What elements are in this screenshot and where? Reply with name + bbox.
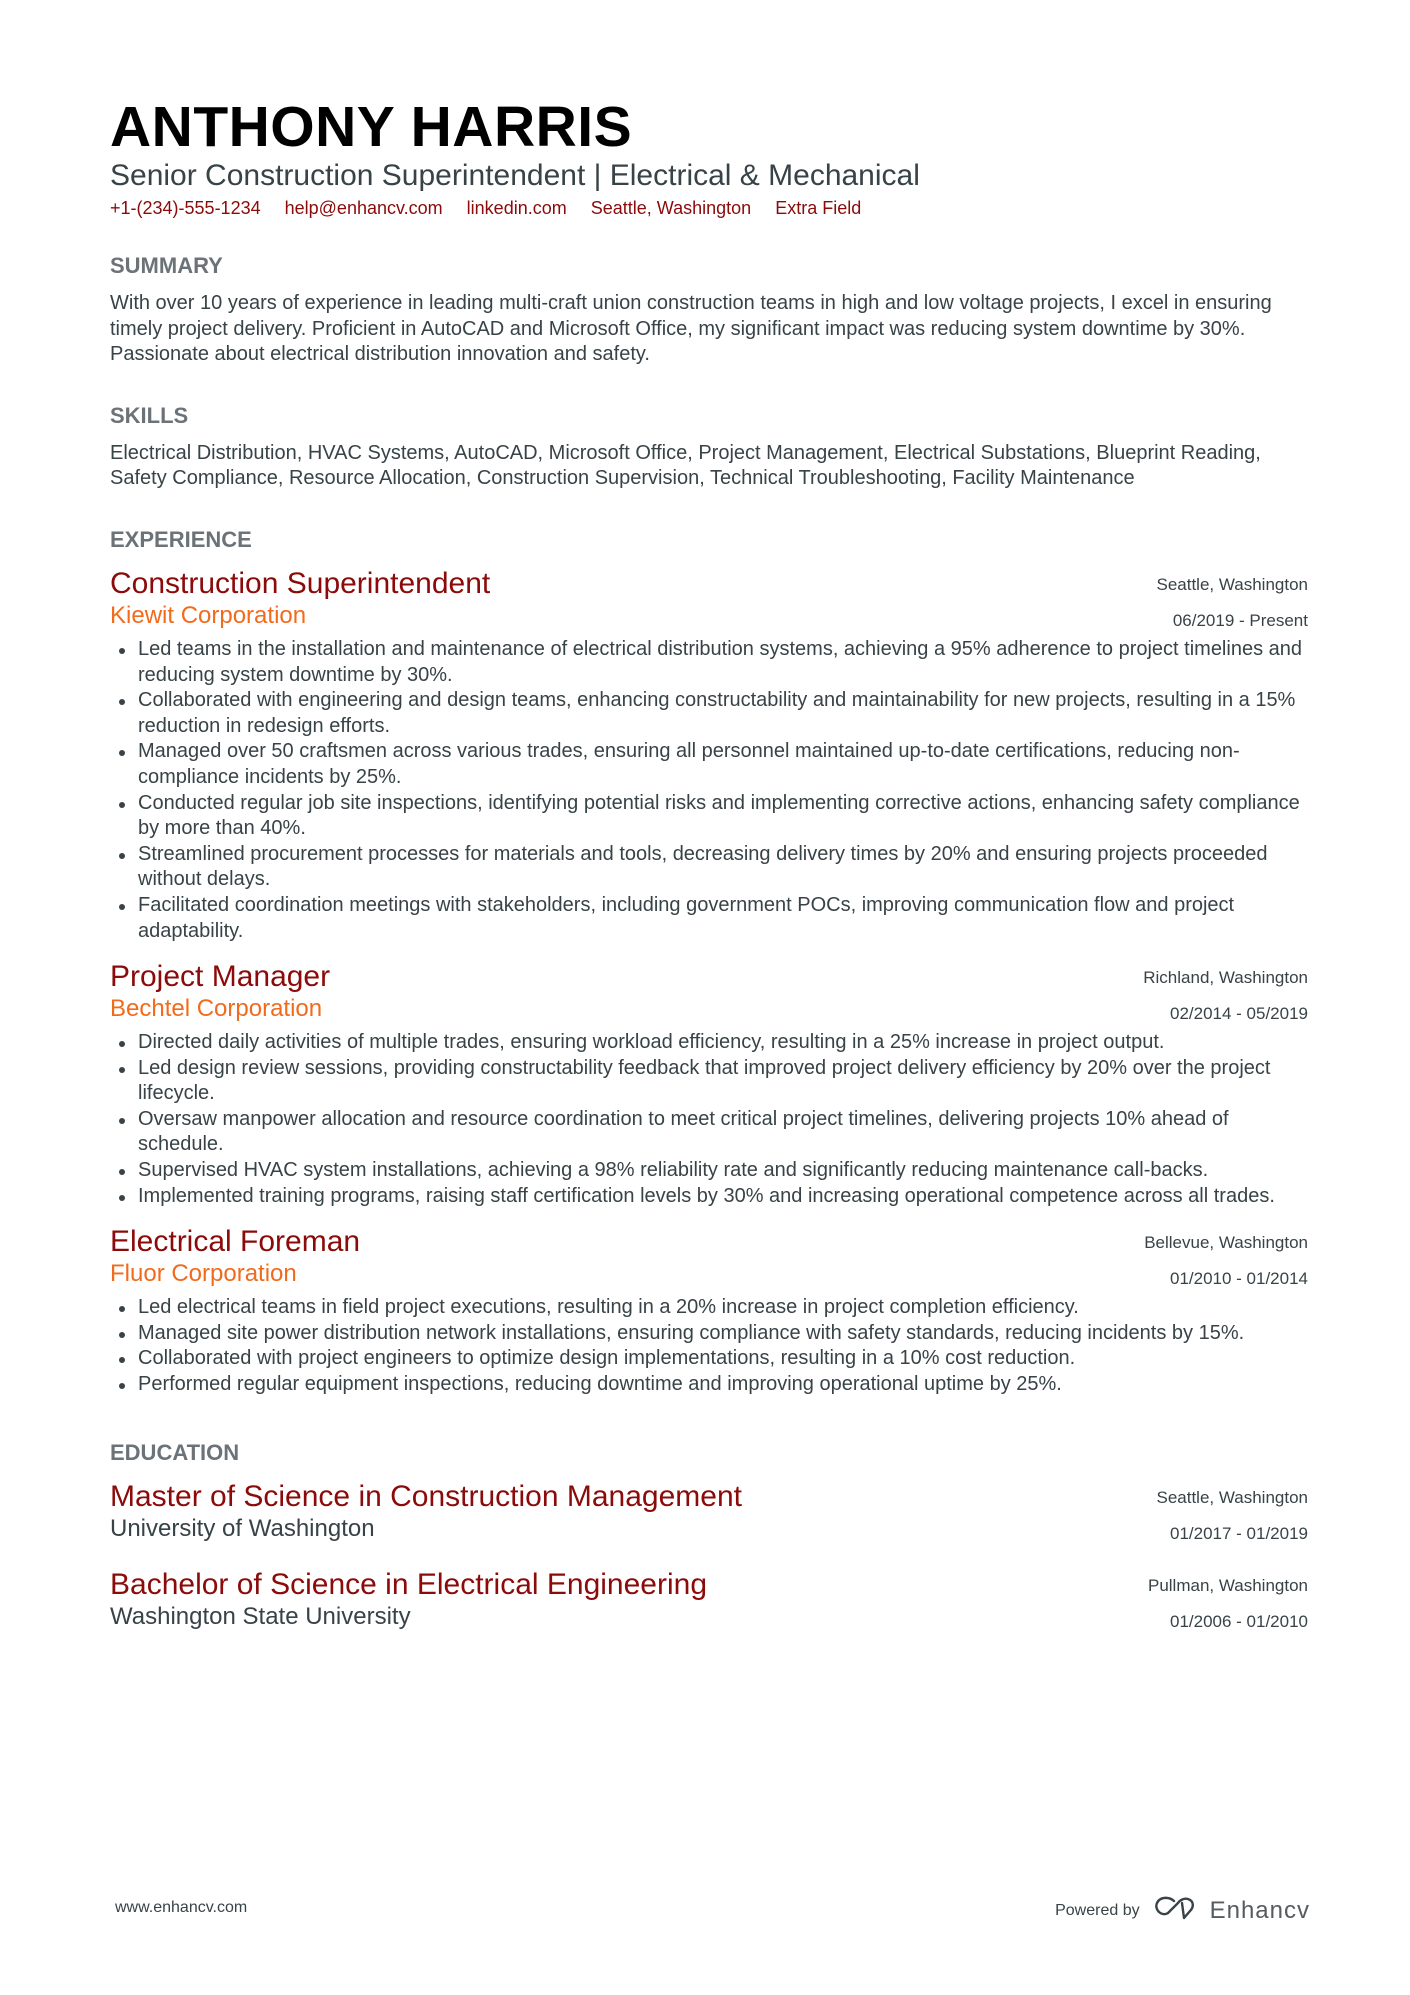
phone-link[interactable]: +1-(234)-555-1234 — [110, 198, 261, 218]
education-entry — [110, 1480, 1308, 1544]
entry-meta — [1143, 960, 1308, 1032]
entry-meta — [1156, 567, 1308, 639]
powered-by — [1055, 1895, 1310, 1926]
job-location: Bellevue, Washington — [1144, 1233, 1308, 1253]
job-dates: 06/2019 - Present — [1172, 610, 1308, 630]
enhancv-logo[interactable] — [1154, 1895, 1310, 1926]
job-title: Electrical Foreman — [110, 1225, 361, 1259]
degree-title: Master of Science in Construction Management — [110, 1479, 742, 1513]
bullet-item: Collaborated with engineering and design teams, enhancing constructability and maintainability for new projects, resulting in a 15% reduction in redesign efforts. — [110, 688, 1308, 739]
experience-entry — [110, 960, 1308, 1209]
bullet-item: Collaborated with project engineers to optimize design implementations, resulting in a 10% cost reduction. — [110, 1346, 1308, 1372]
skills-section — [110, 403, 1308, 492]
location-text: Seattle, Washington — [590, 198, 752, 218]
bullet-item: Led design review sessions, providing constructability feedback that improved project delivery efficiency by 20% over the project lifecycle. — [110, 1056, 1308, 1107]
linkedin-link[interactable]: linkedin.com — [466, 198, 567, 218]
bullet-item: Implemented training programs, raising staff certification levels by 30% and increasing operational competence across all trades. — [110, 1184, 1308, 1210]
school-name: University of Washington — [110, 1514, 375, 1542]
enhancv-brand-text: Enhancv — [1209, 1896, 1310, 1924]
education-section — [110, 1440, 1308, 1632]
candidate-headline: Senior Construction Superintendent | Electrical & Mechanical — [110, 159, 920, 192]
job-bullets — [110, 637, 1308, 944]
resume-header — [110, 96, 1308, 220]
bullet-item: Directed daily activities of multiple trades, ensuring workload efficiency, resulting in a 25% increase in project output. — [110, 1030, 1308, 1056]
bullet-item: Performed regular equipment inspections, reducing downtime and improving operational uptime by 25%. — [110, 1372, 1308, 1398]
job-location: Seattle, Washington — [1156, 574, 1308, 594]
bullet-item: Facilitated coordination meetings with stakeholders, including government POCs, improving communication flow and project adaptability. — [110, 893, 1308, 944]
job-location: Richland, Washington — [1143, 968, 1308, 988]
contact-info — [110, 196, 1308, 220]
entry-meta — [1148, 1568, 1308, 1640]
section-title-summary: SUMMARY — [110, 253, 223, 278]
job-bullets — [110, 1295, 1308, 1397]
bullet-item: Conducted regular job site inspections, identifying potential risks and implementing corrective actions, enhancing safety compliance by more than 40%. — [110, 791, 1308, 842]
resume-page — [110, 96, 1308, 1632]
job-title: Construction Superintendent — [110, 566, 491, 600]
summary-section — [110, 253, 1308, 368]
school-location: Pullman, Washington — [1147, 1575, 1308, 1595]
entry-meta — [1144, 1225, 1308, 1297]
enhancv-logo-icon — [1154, 1895, 1200, 1926]
bullet-item: Managed site power distribution network installations, ensuring compliance with safety standards, reducing incidents by 15%. — [110, 1321, 1308, 1347]
job-dates: 01/2010 - 01/2014 — [1169, 1269, 1308, 1289]
experience-entry — [110, 567, 1308, 944]
page-footer — [115, 1895, 1310, 1925]
company-name: Fluor Corporation — [110, 1260, 297, 1288]
summary-text: With over 10 years of experience in leading multi-craft union construction teams in high and low voltage projects, I excel in ensuring timely project delivery. Proficient in AutoCAD and Microsoft Office, my significant impact was reducing system downtime by 30%. Passionate about electrical distribution innovation and safety. — [110, 292, 1272, 366]
email-link[interactable]: help@enhancv.com — [284, 198, 443, 218]
section-title-experience: EXPERIENCE — [110, 526, 252, 552]
bullet-item: Managed over 50 craftsmen across various trades, ensuring all personnel maintained up-to-date certifications, reducing non-compliance incidents by 25%. — [110, 739, 1308, 790]
degree-title: Bachelor of Science in Electrical Engineering — [110, 1567, 707, 1601]
school-location: Seattle, Washington — [1156, 1487, 1308, 1507]
experience-entry — [110, 1225, 1308, 1397]
website-link[interactable]: www.enhancv.com — [115, 1899, 248, 1916]
company-name: Kiewit Corporation — [110, 601, 307, 629]
skills-text: Electrical Distribution, HVAC Systems, AutoCAD, Microsoft Office, Project Management, Electrical Substations, Blueprint Reading, Safety Compliance, Resource Allocation, Construction Supervision, Technical Troubleshooting, Facility Maintenance — [110, 441, 1261, 490]
bullet-item: Led electrical teams in field project executions, resulting in a 20% increase in project completion efficiency. — [110, 1295, 1308, 1321]
school-dates: 01/2017 - 01/2019 — [1169, 1523, 1308, 1543]
candidate-name: ANTHONY HARRIS — [110, 95, 633, 159]
bullet-item: Led teams in the installation and maintenance of electrical distribution systems, achieving a 95% adherence to project timelines and reducing system downtime by 30%. — [110, 637, 1308, 688]
school-name: Washington State University — [110, 1602, 411, 1630]
section-title-skills: SKILLS — [110, 402, 189, 428]
powered-by-label: Powered by — [1055, 1901, 1140, 1919]
entry-meta — [1156, 1480, 1308, 1552]
job-bullets — [110, 1030, 1308, 1209]
bullet-item: Streamlined procurement processes for materials and tools, decreasing delivery times by 20% and ensuring projects proceeded without delays. — [110, 842, 1308, 893]
company-name: Bechtel Corporation — [110, 995, 323, 1023]
bullet-item: Oversaw manpower allocation and resource coordination to meet critical project timelines, delivering projects 10% ahead of schedule. — [110, 1107, 1308, 1158]
bullet-item: Supervised HVAC system installations, achieving a 98% reliability rate and significantly reducing maintenance call-backs. — [110, 1158, 1308, 1184]
job-dates: 02/2014 - 05/2019 — [1169, 1004, 1308, 1024]
job-title: Project Manager — [110, 960, 331, 994]
extra-field: Extra Field — [775, 198, 862, 218]
experience-section — [110, 527, 1308, 1398]
education-entry — [110, 1568, 1308, 1632]
section-title-education: EDUCATION — [110, 1439, 240, 1465]
school-dates: 01/2006 - 01/2010 — [1169, 1611, 1308, 1631]
